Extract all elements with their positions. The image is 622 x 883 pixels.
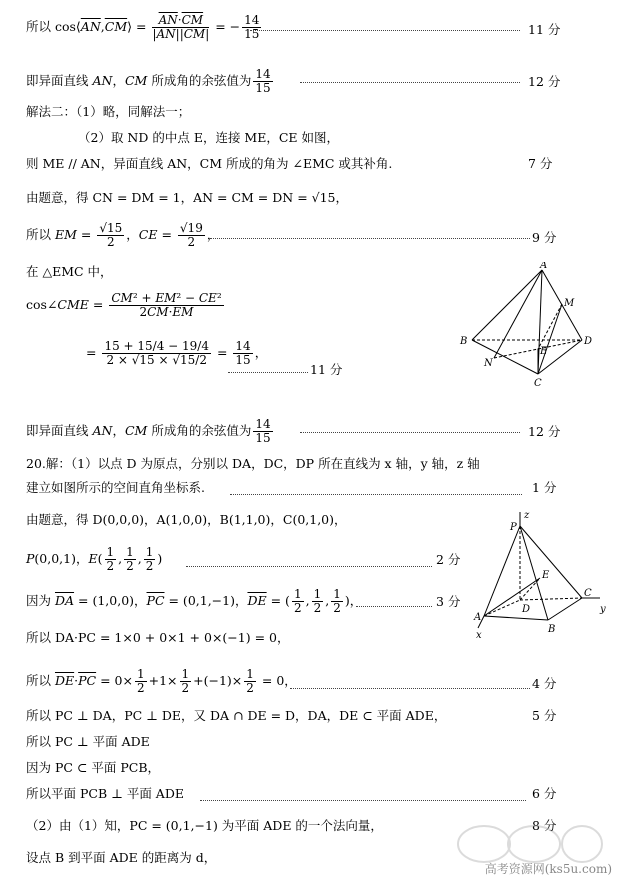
line-cos-calc: = $\frac{15 + 15/4 - 19/4}{2 \times √15 \times √15/2}$ = $\frac{14}{15}$ ， xyxy=(86,339,268,367)
dotted-leader xyxy=(210,238,530,239)
dotted-leader xyxy=(356,606,432,607)
edge-bc xyxy=(472,340,538,374)
edge-pc xyxy=(520,526,582,598)
edge-ac xyxy=(538,270,542,374)
score-2: 2 分 xyxy=(436,552,461,567)
score-5: 5 分 xyxy=(532,708,557,723)
score-11: 11 分 xyxy=(528,22,561,37)
line-answer-1: 即异面直线 AN，CM 所成角的余弦值为 $\frac{14}{15}$ xyxy=(26,67,271,95)
edge-an xyxy=(494,270,542,358)
label-n: N xyxy=(484,358,493,369)
label-a: A xyxy=(540,262,548,271)
label-p: P xyxy=(510,522,517,533)
line-q20: 20.解：（1）以点 D 为原点，分别以 DA，DC，DP 所在直线为 x 轴，y 轴，z 轴 xyxy=(26,456,480,471)
label-y: y xyxy=(600,604,606,615)
pyramid-figure xyxy=(470,508,610,644)
line-cos-an-cm: 所以 $\cos⟨\overline{AN},\overline{CM}⟩$ = $\frac{\overline{AN}\cdot\overline{CM}}{|AN||CM|}$ = − $\frac{14}{15}$ xyxy=(26,13,260,41)
line-in-triangle: 在 △EMC 中， xyxy=(26,264,113,279)
score-11b: 11 分 xyxy=(310,362,343,377)
score-7: 7 分 xyxy=(528,156,553,171)
line-answer-2: 即异面直线 AN，CM 所成角的余弦值为 $\frac{14}{15}$ xyxy=(26,417,271,445)
score-12: 12 分 xyxy=(528,74,561,89)
line-points: 由题意，得 D(0,0,0)，A(1,0,0)，B(1,1,0)，C(0,1,0)， xyxy=(26,512,347,527)
edge-pa xyxy=(484,526,520,616)
line-da-pc-dot: 所以 DA·PC = 1×0 + 0×1 + 0×(−1) = 0， xyxy=(26,630,290,645)
line-pc-in-pcb: 因为 PC ⊂ 平面 PCB， xyxy=(26,760,161,775)
dotted-leader xyxy=(300,82,520,83)
edge-me xyxy=(538,304,562,349)
label-x: x xyxy=(476,630,482,641)
dotted-leader xyxy=(300,432,520,433)
score-1: 1 分 xyxy=(532,480,557,495)
line-cos-cme: cos∠CME = $\frac{\text{CM² + EM² − CE²}}{2CM\cdot EM}$ xyxy=(26,291,222,319)
label-m: M xyxy=(564,298,575,309)
line-plane-perp: 所以平面 PCB ⊥ 平面 ADE xyxy=(26,786,184,801)
dotted-leader xyxy=(200,800,526,801)
line-vectors: 因为 $\overline{DA} = (1,0,0)$，$\overline{PC} = (0,1,-1)$，$\overline{DE}$ = ( $\frac{1}{2}$ , $\frac{1}{2}$ , $\frac{1}{2}$ )， xyxy=(26,587,363,615)
label-e: E xyxy=(540,346,548,357)
line-pc-perp-ade: 所以 PC ⊥ 平面 ADE xyxy=(26,734,150,749)
line-distance: 设点 B 到平面 ADE 的距离为 d， xyxy=(26,850,217,865)
edge-cm xyxy=(538,304,562,374)
dotted-leader xyxy=(186,566,432,567)
line-coord-system: 建立如图所示的空间直角坐标系. xyxy=(26,480,205,495)
watermark-text: 高考资源网(ks5u.com) xyxy=(484,862,612,876)
score-9: 9 分 xyxy=(532,230,557,245)
score-4: 4 分 xyxy=(532,676,557,691)
line-method-2: 解法二：（1）略，同解法一； xyxy=(26,104,191,119)
label-z: z xyxy=(524,510,530,521)
line-normal-vector: （2）由（1）知，PC = (0,1,−1) 为平面 ADE 的一个法向量， xyxy=(26,818,383,833)
label-b: B xyxy=(548,624,556,635)
line-de-pc-dot: 所以 $\overline{DE}\cdot\overline{PC} = 0\times$ $\frac{1}{2}$ +1× $\frac{1}{2}$ +(−1)× $\frac{1}{2}$ = 0， xyxy=(26,667,297,695)
score-3: 3 分 xyxy=(436,594,461,609)
label-c: C xyxy=(534,378,542,389)
dotted-leader xyxy=(230,494,522,495)
edge-ab xyxy=(472,270,542,340)
edge-bc xyxy=(548,598,582,620)
edge-ab xyxy=(484,616,548,620)
line-take-midpoint: （2）取 ND 的中点 E，连接 ME，CE 如图， xyxy=(78,130,340,145)
label-b: B xyxy=(460,336,468,347)
score-6: 6 分 xyxy=(532,786,557,801)
label-d: D xyxy=(522,604,531,615)
line-em-ce: 所以 EM = $\frac{√15}{2}$ ，CE = $\frac{√19}{2}$ ， xyxy=(26,221,220,249)
dotted-leader xyxy=(290,688,530,689)
label-d: D xyxy=(584,336,593,347)
dotted-leader xyxy=(228,372,308,373)
label-e: E xyxy=(542,570,550,581)
score-12b: 12 分 xyxy=(528,424,561,439)
label-a: A xyxy=(474,612,482,623)
line-perpendicular: 所以 PC ⊥ DA，PC ⊥ DE，又 DA ∩ DE = D，DA，DE ⊂ 平面 ADE， xyxy=(26,708,447,723)
line-p-e: P(0,0,1)，E( $\frac{1}{2}$ , $\frac{1}{2}$ , $\frac{1}{2}$ ) xyxy=(26,545,163,573)
tetrahedron-figure xyxy=(458,262,598,392)
line-given-lengths: 由题意，得 CN = DM = 1，AN = CM = DN = √15， xyxy=(26,190,349,205)
line-me-parallel: 则 ME // AN，异面直线 AN，CM 所成的角为 ∠EMC 或其补角. xyxy=(26,156,393,171)
dotted-leader xyxy=(250,30,520,31)
edge-ae xyxy=(484,578,540,616)
edge-dc xyxy=(520,598,582,600)
score-8: 8 分 xyxy=(532,818,557,833)
label-c: C xyxy=(584,588,592,599)
